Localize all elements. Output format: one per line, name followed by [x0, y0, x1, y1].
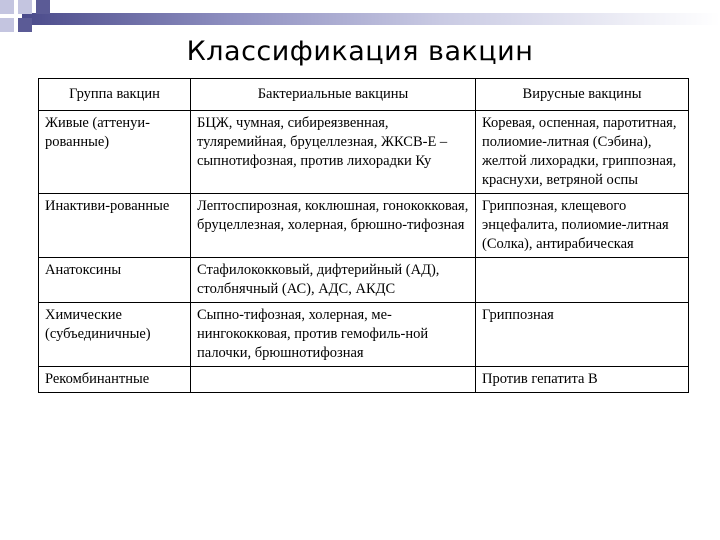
cell-viral: Гриппозная, клещевого энцефалита, полиомие-литная (Солка), антирабическая — [476, 194, 689, 258]
table-header-row — [39, 79, 689, 111]
table-row — [39, 367, 689, 393]
table-row — [39, 258, 689, 303]
decor-square — [0, 18, 14, 32]
cell-bacterial: Стафилококковый, дифтерийный (АД), столбнячный (АС), АДС, АКДС — [191, 258, 476, 303]
table-row — [39, 303, 689, 367]
title-decoration — [0, 0, 720, 40]
table-row — [39, 111, 689, 194]
header-group: Группа вакцин — [39, 79, 191, 111]
page-title: Классификация вакцин — [186, 36, 534, 67]
cell-group: Анатоксины — [39, 258, 191, 303]
decor-square — [18, 0, 32, 14]
cell-bacterial: Сыпно-тифозная, холерная, ме-нингококковая, против гемофиль-ной палочки, брюшнотифозная — [191, 303, 476, 367]
decor-square — [0, 0, 14, 14]
table-row — [39, 194, 689, 258]
header-bacterial: Бактериальные вакцины — [191, 79, 476, 111]
cell-group: Инактиви-рованные — [39, 194, 191, 258]
cell-bacterial — [191, 367, 476, 393]
cell-group: Живые (аттенуи-рованные) — [39, 111, 191, 194]
header-viral: Вирусные вакцины — [476, 79, 689, 111]
cell-group: Рекомбинантные — [39, 367, 191, 393]
cell-viral — [476, 258, 689, 303]
decor-square — [18, 18, 32, 32]
vaccine-classification-table — [38, 78, 689, 393]
header-gradient-bar — [22, 13, 720, 25]
cell-viral: Гриппозная — [476, 303, 689, 367]
cell-bacterial: БЦЖ, чумная, сибиреязвенная, туляремийная, бруцеллезная, ЖКСВ-Е – сыпнотифозная, против лихорадки Ку — [191, 111, 476, 194]
cell-viral: Против гепатита В — [476, 367, 689, 393]
cell-group: Химические (субъединичные) — [39, 303, 191, 367]
cell-viral: Коревая, оспенная, паротитная, полиомие-литная (Сэбина), желтой лихорадки, гриппозная, краснухи, ветряной оспы — [476, 111, 689, 194]
decor-square — [36, 0, 50, 14]
cell-bacterial: Лептоспирозная, коклюшная, гонококковая, бруцеллезная, холерная, брюшно-тифозная — [191, 194, 476, 258]
